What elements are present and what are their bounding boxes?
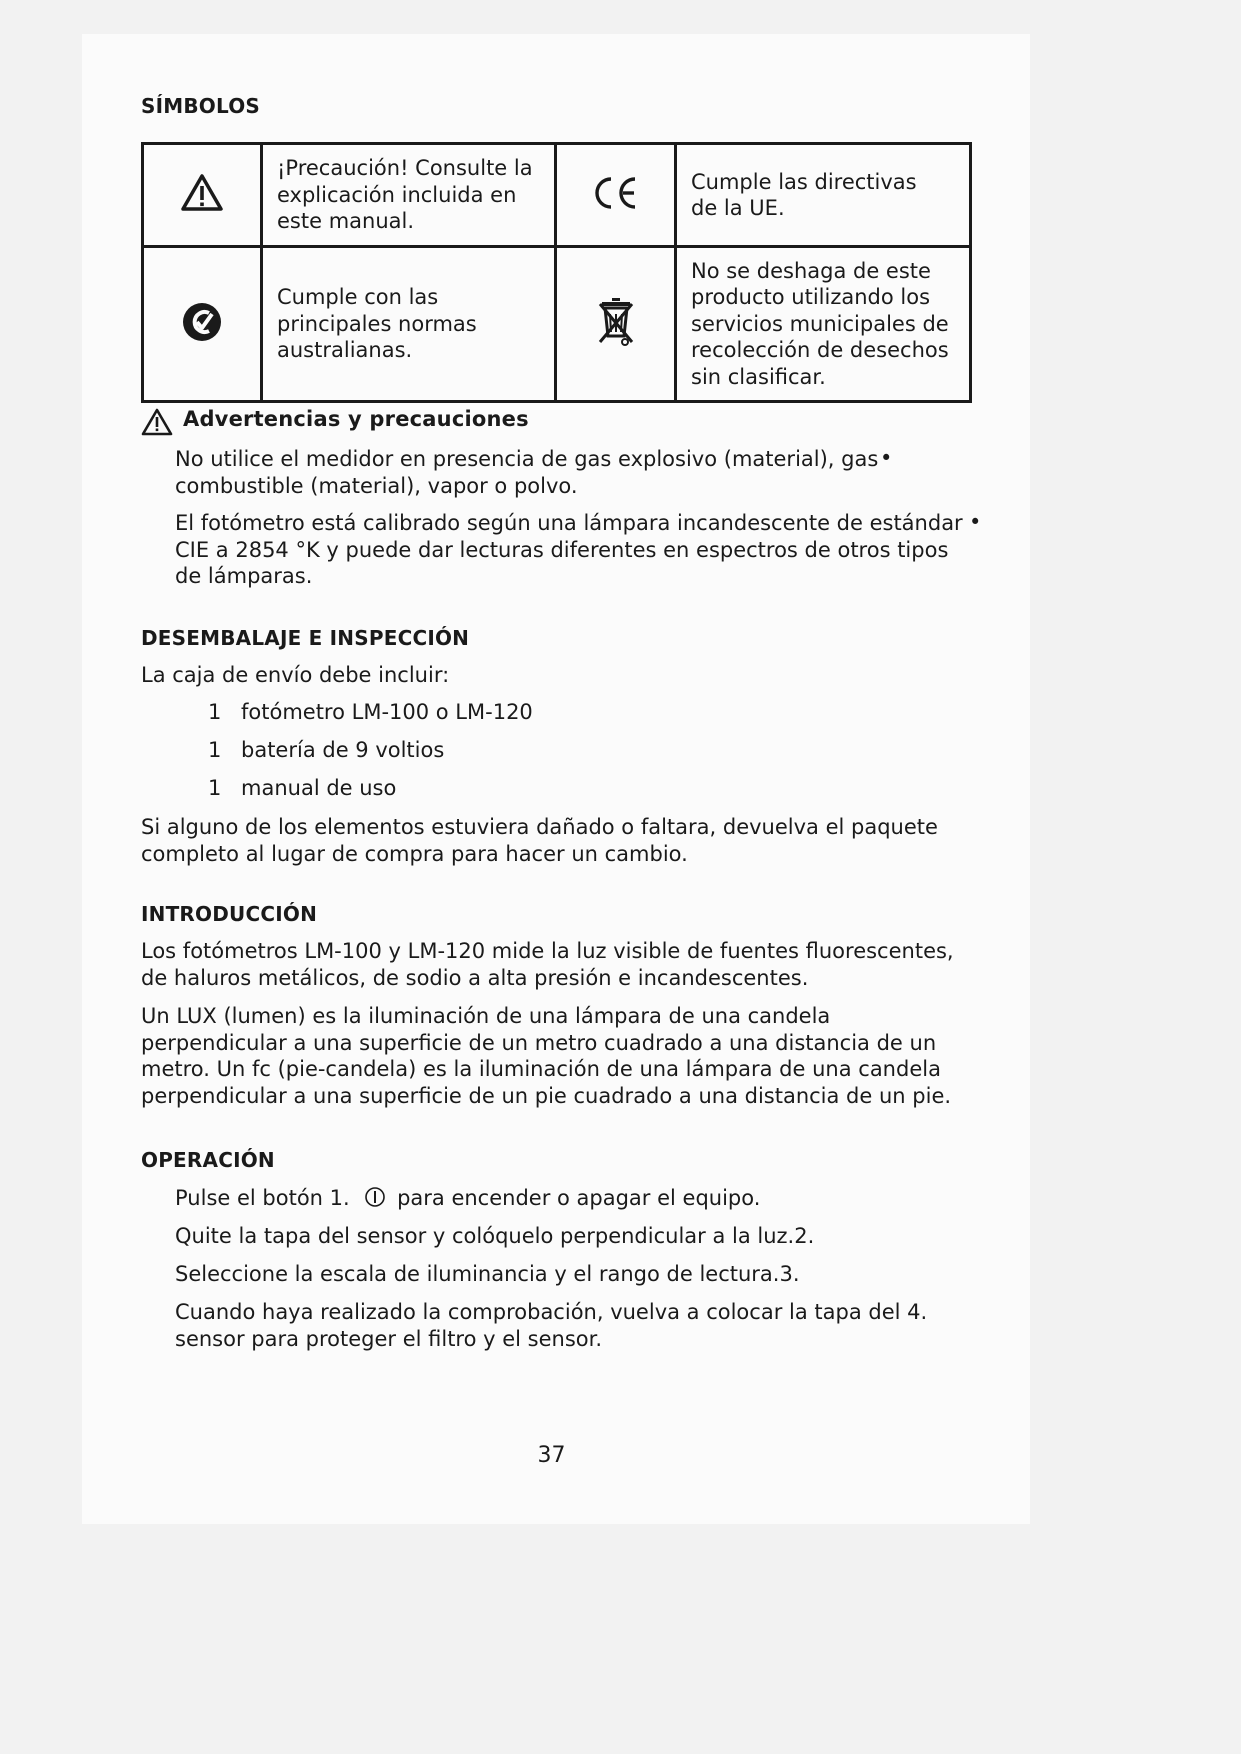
symbol-description: Cumple las directivas de la UE. — [676, 144, 971, 247]
symbol-icon-cell — [143, 144, 262, 247]
symbol-description: Cumple con las principales normas australianas. — [262, 247, 556, 402]
unpacking-heading: DESEMBALAJE E INSPECCIÓN — [141, 626, 470, 650]
power-button-icon — [364, 1186, 386, 1208]
operation-step: Pulse el botón 1. para encender o apagar el equipo. — [175, 1186, 761, 1210]
symbol-icon-cell — [143, 247, 262, 402]
list-item: 1 fotómetro LM-100 o LM-120 — [208, 700, 533, 724]
unpacking-intro: La caja de envío debe incluir: — [141, 663, 450, 687]
crossed-bin-icon — [596, 296, 636, 348]
symbols-table — [141, 142, 972, 403]
symbol-description: ¡Precaución! Consulte la explicación incluida en este manual. — [262, 144, 556, 247]
warnings-heading: Advertencias y precauciones — [183, 407, 529, 431]
operation-step: Cuando haya realizado la comprobación, vuelva a colocar la tapa del 4. sensor para proteger el filtro y el sensor. — [175, 1300, 928, 1351]
page-number: 37 — [537, 1443, 566, 1468]
operation-heading: OPERACIÓN — [141, 1148, 275, 1172]
introduction-paragraph: Los fotómetros LM-100 y LM-120 mide la luz visible de fuentes fluorescentes, de haluros metálicos, de sodio a alta presión e incandescentes. — [141, 939, 954, 990]
operation-step: Seleccione la escala de iluminancia y el rango de lectura.3. — [175, 1262, 800, 1286]
list-item: 1 batería de 9 voltios — [208, 738, 445, 762]
warning-triangle-icon — [141, 408, 173, 436]
c-tick-mark-icon — [181, 301, 223, 343]
introduction-heading: INTRODUCCIÓN — [141, 902, 318, 926]
unpacking-note: Si alguno de los elementos estuviera dañado o faltara, devuelva el paquete completo al lugar de compra para hacer un cambio. — [141, 815, 938, 866]
introduction-paragraph: Un LUX (lumen) es la iluminación de una lámpara de una candela perpendicular a una superficie de un metro cuadrado a una distancia de un metro. Un fc (pie-candela) es la iluminación de una lámpara de una candela perpendicular a una superficie de un pie cuadrado a una distancia de un pie. — [141, 1004, 952, 1108]
ce-mark-icon — [591, 175, 641, 211]
symbol-description: No se deshaga de este producto utilizando los servicios municipales de recolección de desechos sin clasificar. — [676, 247, 971, 402]
bullet: • — [969, 510, 982, 534]
symbols-row — [143, 144, 971, 247]
symbols-heading: SÍMBOLOS — [141, 94, 261, 118]
symbols-row — [143, 247, 971, 402]
warning-triangle-icon — [180, 173, 224, 213]
bullet: • — [880, 446, 893, 470]
symbol-icon-cell — [556, 144, 676, 247]
symbol-icon-cell — [556, 247, 676, 402]
operation-step: Quite la tapa del sensor y colóquelo perpendicular a la luz.2. — [175, 1224, 815, 1248]
list-item: 1 manual de uso — [208, 776, 397, 800]
warning-item: El fotómetro está calibrado según una lámpara incandescente de estándar CIE a 2854 °K y puede dar lecturas diferentes en espectros de otros tipos de lámparas. — [175, 511, 963, 588]
warning-item: No utilice el medidor en presencia de gas explosivo (material), gas combustible (material), vapor o polvo. — [175, 447, 879, 498]
